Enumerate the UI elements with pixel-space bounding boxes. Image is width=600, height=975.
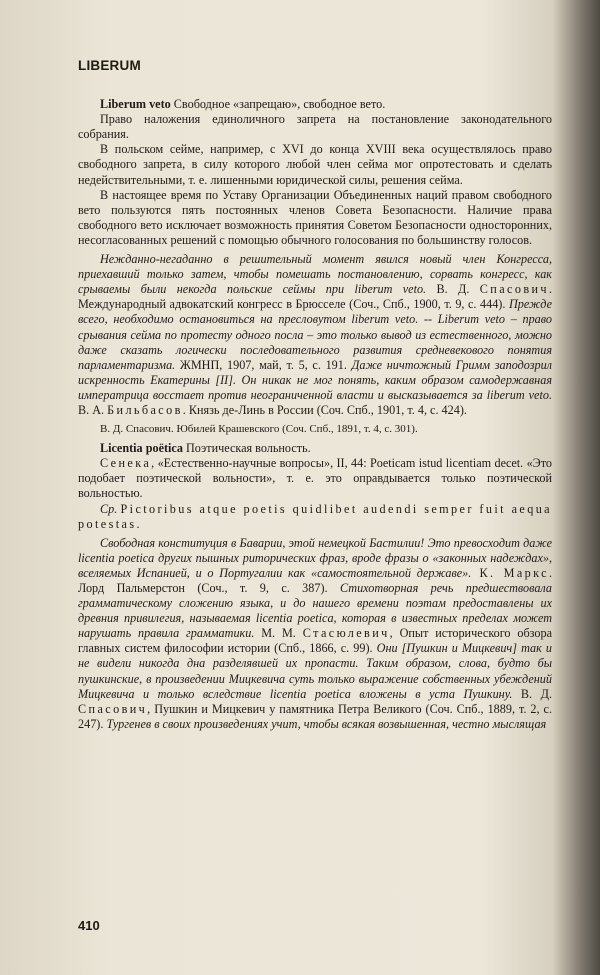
quotation-block — [78, 536, 552, 732]
quote-author-initials: М. М. — [254, 626, 303, 641]
quote-author-initials: В. А. — [78, 402, 108, 417]
entry-liberum-veto-heading — [78, 97, 552, 112]
entry-definition: Поэтическая вольность. — [182, 441, 311, 456]
quote-source: , Опыт исторического обзора главных систем философии истории (Спб., 1866, с. 99). — [78, 626, 552, 656]
quote-text: Тургенев в своих произведениях учит, чтобы всякая возвышенная, честно мыслящая — [106, 716, 547, 731]
paragraph: В польском сейме, например, с XVI до конца XVIII века осуществлялось право свободного запрета, в силу которого любой член сейма мог опротестовать и сделать недействительными, т. е. лишенными юридической силы, решения сейма. — [78, 142, 552, 187]
paragraph — [78, 456, 552, 501]
quote-text: Даже ничтожный Гримм заподозрил искренность Екатерины [II]. Он никак не мог понять, каким образом самодержавная императрица восстает против неограниченной власти и высказывается за liberum veto. — [78, 357, 552, 402]
quote-text: Прежде всего, необходимо остановиться на пресловутом liberum veto. -- Liberum veto – право срывания сейма по протесту одного посла – это только вывод из естественного, можно даже сказать логически последовательного развития средневекового понятия парламентаризма. — [78, 297, 552, 372]
quote-source: . Лорд Пальмерстон (Соч., т. 9, с. 387). — [78, 565, 552, 595]
quote-author-initials: В. Д. — [512, 686, 552, 701]
quote-source: . Международный адвокатский конгресс в Брюсселе (Соч., Спб., 1900, т. 9, с. 444). — [78, 282, 552, 312]
entry-licentia-poetica-heading — [78, 441, 552, 456]
quotation-block — [78, 252, 552, 418]
compare-label: Ср. — [100, 501, 121, 516]
quote-text: Стихотворная речь предшествовала грамматическому сложению языка, и до нашего времени поэтам предоставлены их древния привилегия, называемая licentia poetica, которая в известных пределах может нарушать правила грамматики. — [78, 581, 552, 641]
paragraph: В настоящее время по Уставу Организации Объединенных наций правом свободного вето пользуются пять постоянных членов Совета Безопасности. Наличие права свободного вето исключает возможность принятия Советом Безопасности односторонних, несогласованных решений с помощью обычного голосования по большинству голосов. — [78, 187, 552, 247]
quote-text: Они [Пушкин и Мицкевич] так и не видели никогда дна разделявшей их пропасти. Таким образом, слова, будто бы пушкинские, в произведении Мицкевича суть только выражение собственных убеждений Мицкевича и только вследствие licentia poetica вложены в уста Пушкину. — [78, 641, 552, 701]
entry-title: Liberum veto — [100, 97, 171, 112]
source-text: , «Естественно-научные вопросы», II, 44: Poeticam istud licentiam decet. «Это подобает поэтической вольности», т. е. это оправдывается только поэтической вольностью. — [78, 456, 552, 501]
compare-line — [78, 502, 552, 532]
entry-definition: Свободное «запрещаю», свободное вето. — [170, 97, 386, 112]
quote-author: Бильбасов — [107, 402, 183, 417]
quote-text: Нежданно-негаданно в решительный момент явился новый член Конгресса, приехавший только затем, чтобы помешать постановлению, сорвать конгресс, как срываемы были некогда польские сеймы при liberum veto. — [78, 252, 552, 297]
quote-source: . Князь де-Линь в России (Соч. Спб., 1901, т. 4, с. 424). — [182, 402, 467, 417]
quote-author: Спасович — [479, 282, 549, 297]
cross-reference-note: В. Д. Спасович. Юбилей Крашевского (Соч. Спб., 1891, т. 4, с. 301). — [100, 423, 418, 436]
quote-author: К. Маркс — [471, 565, 549, 580]
compare-phrase: Pictoribus atque poetis quidlibet audendi semper fuit aequa potestas. — [78, 501, 552, 531]
quote-source: , Пушкин и Мицкевич у памятника Петра Великого (Соч. Спб., 1889, т. 2, с. 247). — [78, 701, 552, 731]
page-number: 410 — [78, 918, 100, 933]
paragraph: Право наложения единоличного запрета на постановление законодательного собрания. — [78, 112, 552, 142]
quote-author: Спасович — [78, 701, 148, 716]
quote-text: Свободная конституция в Баварии, этой немецкой Бастилии! Это превосходит даже licentia poetica других пышных риторических фраз, вроде фразы о «законных надеждах», вселяемых Испанией, и о Португалии как «самостоятельной державе». — [78, 535, 552, 580]
source-author: Сенека — [100, 456, 152, 471]
running-header: LIBERUM — [78, 58, 141, 73]
quote-author: Стасюлевич — [302, 626, 390, 641]
quote-source: ЖМНП, 1907, май, т. 5, с. 191. — [175, 357, 352, 372]
entry-title: Licentia poëtica — [100, 441, 183, 456]
quote-author-initials: В. Д. — [426, 282, 480, 297]
page-content — [78, 58, 552, 732]
